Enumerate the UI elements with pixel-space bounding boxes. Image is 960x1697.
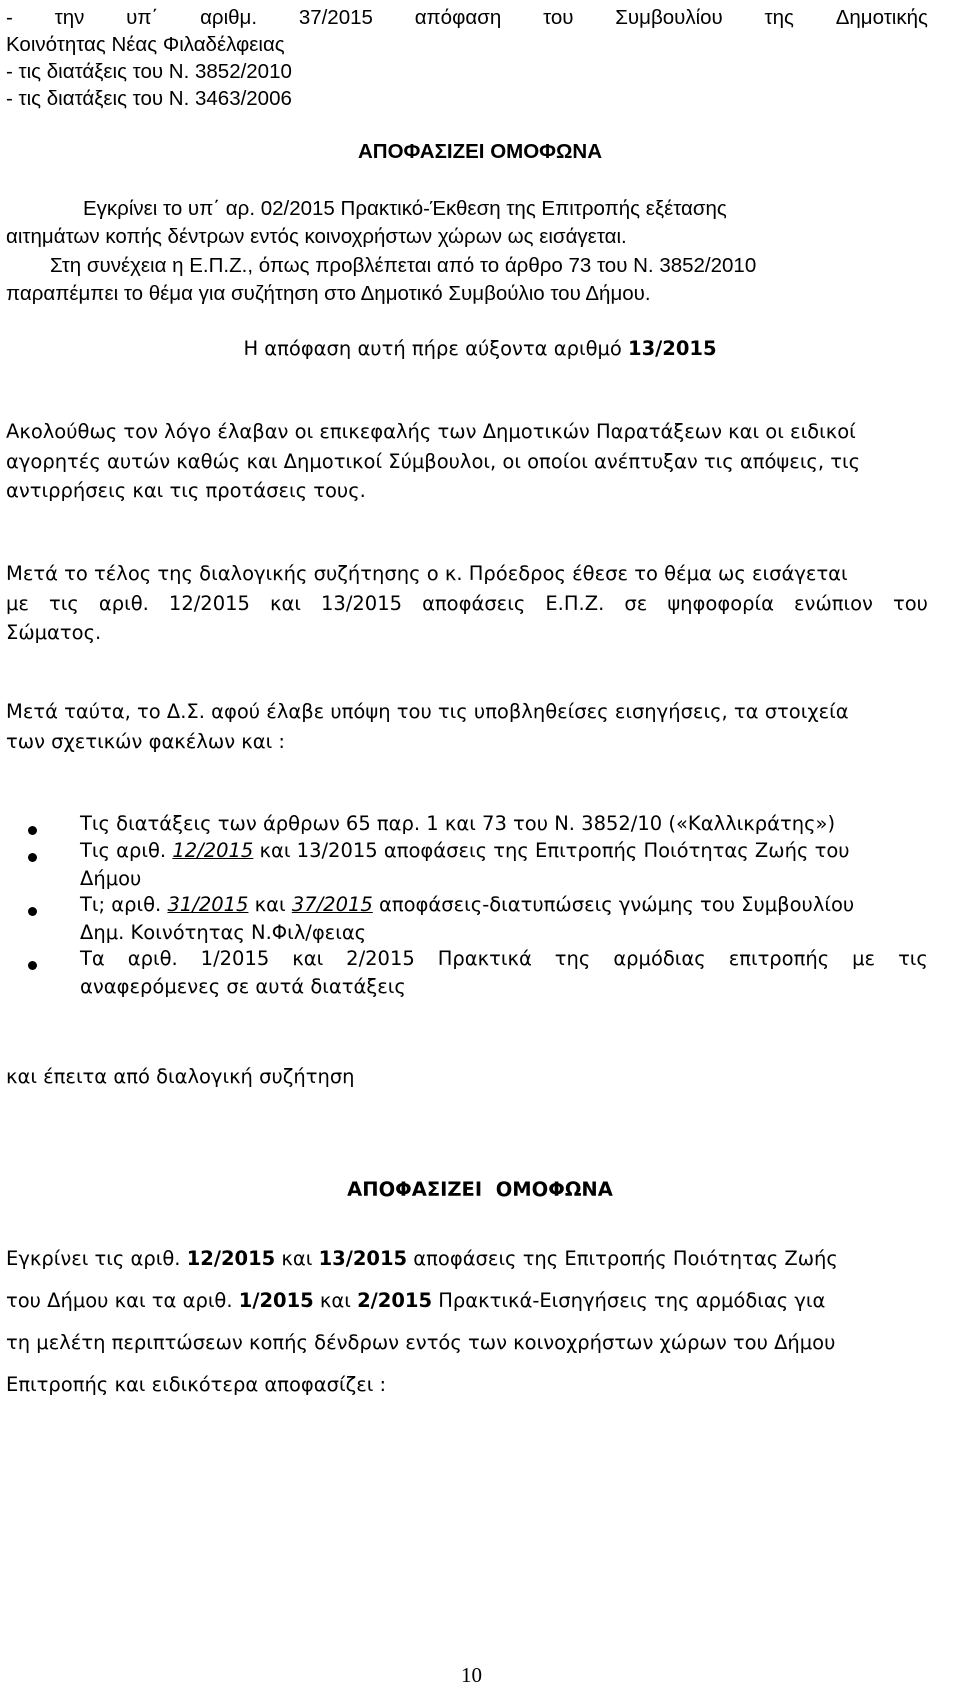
bullet-4-marker: [28, 961, 37, 970]
top-line-1: - την υπ΄ αριθμ. 37/2015 απόφαση του Συμβουλίου της Δημοτικής: [6, 6, 928, 29]
para2-line-3: Σώματος.: [6, 621, 102, 644]
bullet-3-line-1: Τι; αριθ. 31/2015 και 37/2015 αποφάσεις-διατυπώσεις γνώμης του Συμβουλίου: [80, 893, 855, 916]
final-line-1: Εγκρίνει τις αριθ. 12/2015 και 13/2015 αποφάσεις της Επιτροπής Ποιότητας Ζωής: [6, 1247, 838, 1270]
bullet-2-line-2: Δήμου: [80, 867, 142, 890]
para3-line-1: Μετά ταύτα, το Δ.Σ. αφού έλαβε υπόψη του τις υποβληθείσες εισηγήσεις, τα στοιχεία: [6, 700, 849, 723]
heading-decides-unanimously-2: ΑΠΟΦΑΣΙΖΕΙ ΟΜΟΦΩΝΑ: [347, 1178, 613, 1201]
bullet-2-marker: [28, 853, 37, 862]
top-line-4: - τις διατάξεις του Ν. 3463/2006: [6, 87, 292, 110]
page-number: 10: [461, 1663, 482, 1687]
after-bullets: και έπειτα από διαλογική συζήτηση: [6, 1065, 355, 1088]
decision-number: Η απόφαση αυτή πήρε αύξοντα αριθμό 13/2015: [243, 337, 717, 360]
approve-line-4: παραπέμπει το θέμα για συζήτηση στο Δημοτικό Συμβούλιο του Δήμου.: [6, 282, 651, 305]
para2-line-2: με τις αριθ. 12/2015 και 13/2015 αποφάσεις Ε.Π.Ζ. σε ψηφοφορία ενώπιον του: [6, 592, 928, 615]
bullet-3-marker: [28, 907, 37, 916]
para2-line-1: Μετά το τέλος της διαλογικής συζήτησης ο κ. Πρόεδρος έθεσε το θέμα ως εισάγεται: [6, 562, 848, 585]
para1-line-3: αντιρρήσεις και τις προτάσεις τους.: [6, 479, 366, 502]
para3-line-2: των σχετικών φακέλων και :: [6, 730, 285, 753]
bullet-3-line-2: Δημ. Κοινότητας Ν.Φιλ/φειας: [80, 921, 367, 944]
final-line-3: τη μελέτη περιπτώσεων κοπής δένδρων εντός των κοινοχρήστων χώρων του Δήμου: [6, 1331, 836, 1354]
bullet-4-line-1: Τα αριθ. 1/2015 και 2/2015 Πρακτικά της αρμόδιας επιτροπής με τις: [80, 947, 928, 970]
final-line-2: του Δήμου και τα αριθ. 1/2015 και 2/2015 Πρακτικά-Εισηγήσεις της αρμόδιας για: [6, 1289, 826, 1312]
bullet-4-line-2: αναφερόμενες σε αυτά διατάξεις: [80, 975, 406, 998]
final-line-4: Επιτροπής και ειδικότερα αποφασίζει :: [6, 1373, 387, 1396]
para1-line-1: Ακολούθως τον λόγο έλαβαν οι επικεφαλής των Δημοτικών Παρατάξεων και οι ειδικοί: [6, 420, 856, 443]
approve-line-3: Στη συνέχεια η Ε.Π.Ζ., όπως προβλέπεται από το άρθρο 73 του Ν. 3852/2010: [50, 254, 757, 277]
approve-line-2: αιτημάτων κοπής δέντρων εντός κοινοχρήστων χώρων ως εισάγεται.: [6, 225, 627, 248]
bullet-2-line-1: Τις αριθ. 12/2015 και 13/2015 αποφάσεις της Επιτροπής Ποιότητας Ζωής του: [80, 839, 850, 862]
bullet-1-marker: [28, 826, 37, 835]
top-line-3: - τις διατάξεις του Ν. 3852/2010: [6, 60, 292, 83]
top-line-2: Κοινότητας Νέας Φιλαδέλφειας: [6, 33, 285, 56]
approve-line-1: Εγκρίνει το υπ΄ αρ. 02/2015 Πρακτικό-Έκθεση της Επιτροπής εξέτασης: [83, 197, 727, 220]
bullet-1-text: Τις διατάξεις των άρθρων 65 παρ. 1 και 73 του Ν. 3852/10 («Καλλικράτης»): [80, 812, 836, 835]
heading-decides-unanimously: ΑΠΟΦΑΣΙΖΕΙ ΟΜΟΦΩΝΑ: [357, 140, 603, 163]
para1-line-2: αγορητές αυτών καθώς και Δημοτικοί Σύμβουλοι, οι οποίοι ανέπτυξαν τις απόψεις, τις: [6, 450, 861, 473]
